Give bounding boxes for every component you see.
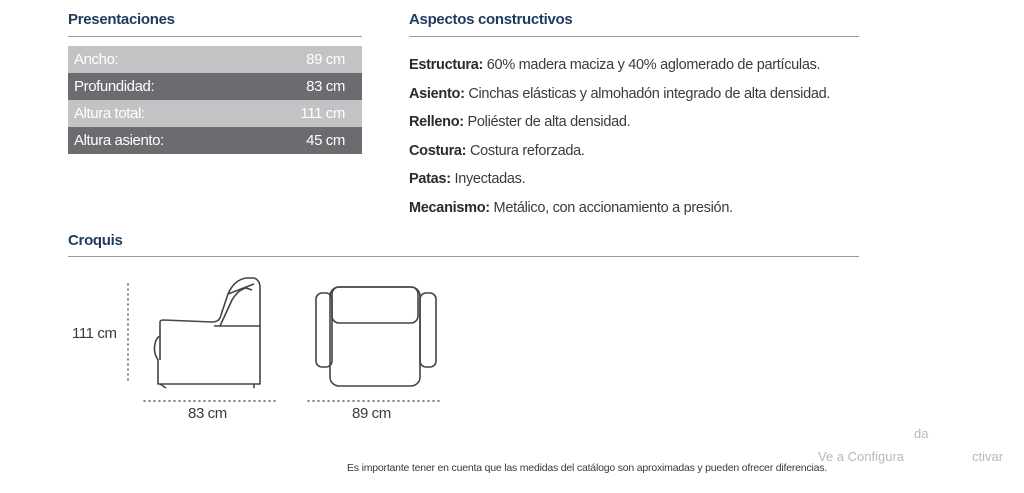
depth-label: 83 cm <box>188 405 227 422</box>
height-label: 111 cm <box>72 325 117 342</box>
spec-key: Estructura: <box>409 57 484 73</box>
spec-key: Relleno: <box>409 114 464 130</box>
spec-key: Costura: <box>409 142 467 159</box>
presentaciones-title: Presentaciones <box>68 11 175 28</box>
top-view-drawing <box>316 287 436 386</box>
dimension-label: Ancho: <box>74 51 119 68</box>
spec-text: Metálico, con accionamiento a presión. <box>493 199 733 216</box>
spec-text: Poliéster de alta densidad. <box>467 114 631 130</box>
spec-text: 60% madera maciza y 40% aglomerado de partículas. <box>486 57 821 73</box>
croquis-title: Croquis <box>68 232 123 249</box>
spec-key: Patas: <box>409 171 451 187</box>
aspectos-title: Aspectos constructivos <box>409 11 573 28</box>
spec-text: Costura reforzada. <box>469 142 585 159</box>
dimension-label: Profundidad: <box>74 78 155 95</box>
spec-key: Asiento: <box>409 85 465 102</box>
dimension-value: 89 cm <box>306 51 345 68</box>
spec-text: Cinchas elásticas y almohadón integrado de alta densidad. <box>468 85 831 102</box>
spec-text: Inyectadas. <box>454 171 526 187</box>
width-label: 89 cm <box>352 405 391 422</box>
dimension-label: Altura total: <box>74 105 145 122</box>
dimension-value: 45 cm <box>306 132 345 149</box>
watermark-line-1: da <box>914 426 929 441</box>
side-view-drawing <box>154 278 260 388</box>
dimension-value: 83 cm <box>306 78 345 95</box>
spec-key: Mecanismo: <box>409 199 490 216</box>
watermark-line-2: Ve a Configura <box>818 449 905 464</box>
dimension-value: 111 cm <box>300 105 345 122</box>
watermark-line-3: ctivar <box>972 449 1004 464</box>
dimension-label: Altura asiento: <box>74 132 164 149</box>
footnote: Es importante tener en cuenta que las medidas del catálogo son aproximadas y pueden ofrecer diferencias. <box>347 462 828 474</box>
